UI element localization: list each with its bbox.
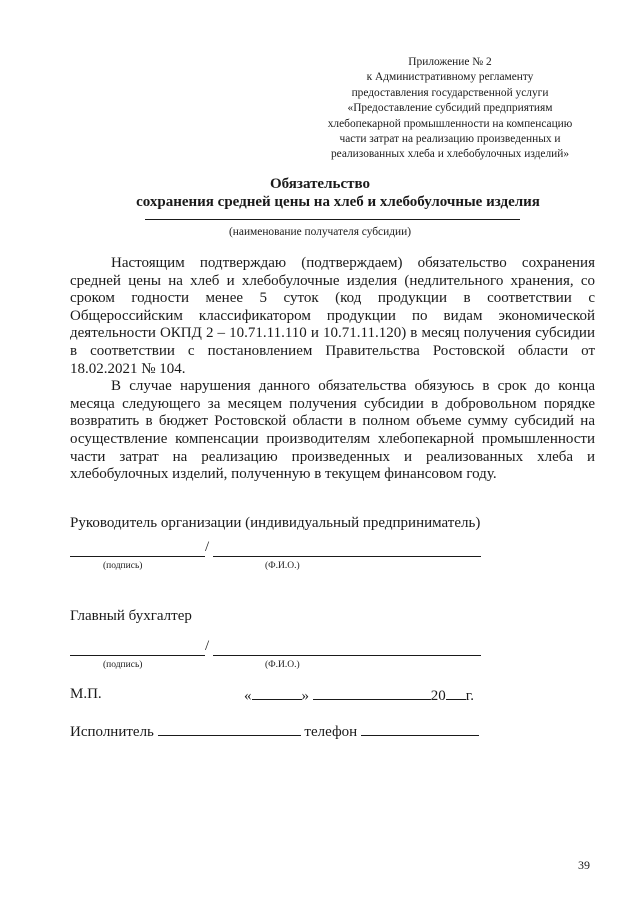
phone-blank xyxy=(361,722,479,736)
date-field xyxy=(244,686,474,705)
seal-label: М.П. xyxy=(70,686,102,702)
head-signature-title: Руководитель организации (индивидуальный предприниматель) xyxy=(70,515,481,531)
appendix-line: к Административному регламенту xyxy=(366,71,534,84)
year-suffix: г. xyxy=(465,688,474,704)
head-name-line xyxy=(213,556,481,557)
recipient-name-line xyxy=(145,219,520,220)
accountant-name-line xyxy=(213,655,481,656)
appendix-line: части затрат на реализацию произведенных и xyxy=(339,133,561,146)
accountant-slash: / xyxy=(205,638,210,654)
executor-row xyxy=(70,722,479,741)
appendix-line: хлебопекарной промышленности на компенсацию xyxy=(327,117,573,130)
document-subtitle: сохранения средней цены на хлеб и хлебобулочные изделия xyxy=(136,194,540,210)
phone-label: телефон xyxy=(304,724,358,740)
appendix-header xyxy=(300,55,600,163)
head-signature-line xyxy=(70,556,205,557)
accountant-signature-caption: (подпись) xyxy=(103,660,143,670)
head-name-caption: (Ф.И.О.) xyxy=(265,561,300,571)
document-title: Обязательство xyxy=(270,176,370,192)
quote-open: « xyxy=(244,688,252,704)
month-blank xyxy=(313,686,431,700)
day-blank xyxy=(252,686,302,700)
quote-close: » xyxy=(301,688,309,704)
accountant-signature-line xyxy=(70,655,205,656)
accountant-signature-title: Главный бухгалтер xyxy=(70,608,192,624)
head-signature-caption: (подпись) xyxy=(103,561,143,571)
executor-label: Исполнитель xyxy=(70,724,154,740)
appendix-line: «Предоставление субсидий предприятиям xyxy=(347,102,553,115)
page-number: 39 xyxy=(578,858,590,872)
head-slash: / xyxy=(205,539,210,555)
appendix-line: реализованных хлеба и хлебобулочных изделий» xyxy=(330,148,570,161)
recipient-caption: (наименование получателя субсидии) xyxy=(229,226,411,238)
accountant-name-caption: (Ф.И.О.) xyxy=(265,660,300,670)
body-text xyxy=(70,255,595,484)
year-blank xyxy=(446,686,466,700)
appendix-line: предоставления государственной услуги xyxy=(351,86,549,99)
appendix-line: Приложение № 2 xyxy=(408,56,492,68)
paragraph: В случае нарушения данного обязательства обязуюсь в срок до конца месяца следующего за месяцем получения субсидии в добровольном порядке возвратить в бюджет Ростовской области в полном объеме сумму субсидий на осуществление компенсации производителям хлебопекарной промышленности части затрат на реализацию произведенных и реализованных хлеба и хлебобулочных изделий, полученную в текущем финансовом году. xyxy=(70,378,595,483)
executor-blank xyxy=(158,722,301,736)
paragraph: Настоящим подтверждаю (подтверждаем) обязательство сохранения средней цены на хлеб и хлебобулочные изделия (недлительного хранения, со сроком годности менее 5 суток (код продукции в соответствии с Общероссийским классификатором продукции по видам экономической деятельности ОКПД 2 – 10.71.11.110 и 10.71.11.120) в месяц получения субсидии в соответствии с постановлением Правительства Ростовской области от 18.02.2021 № 104. xyxy=(70,255,595,377)
year-prefix: 20 xyxy=(430,688,446,704)
